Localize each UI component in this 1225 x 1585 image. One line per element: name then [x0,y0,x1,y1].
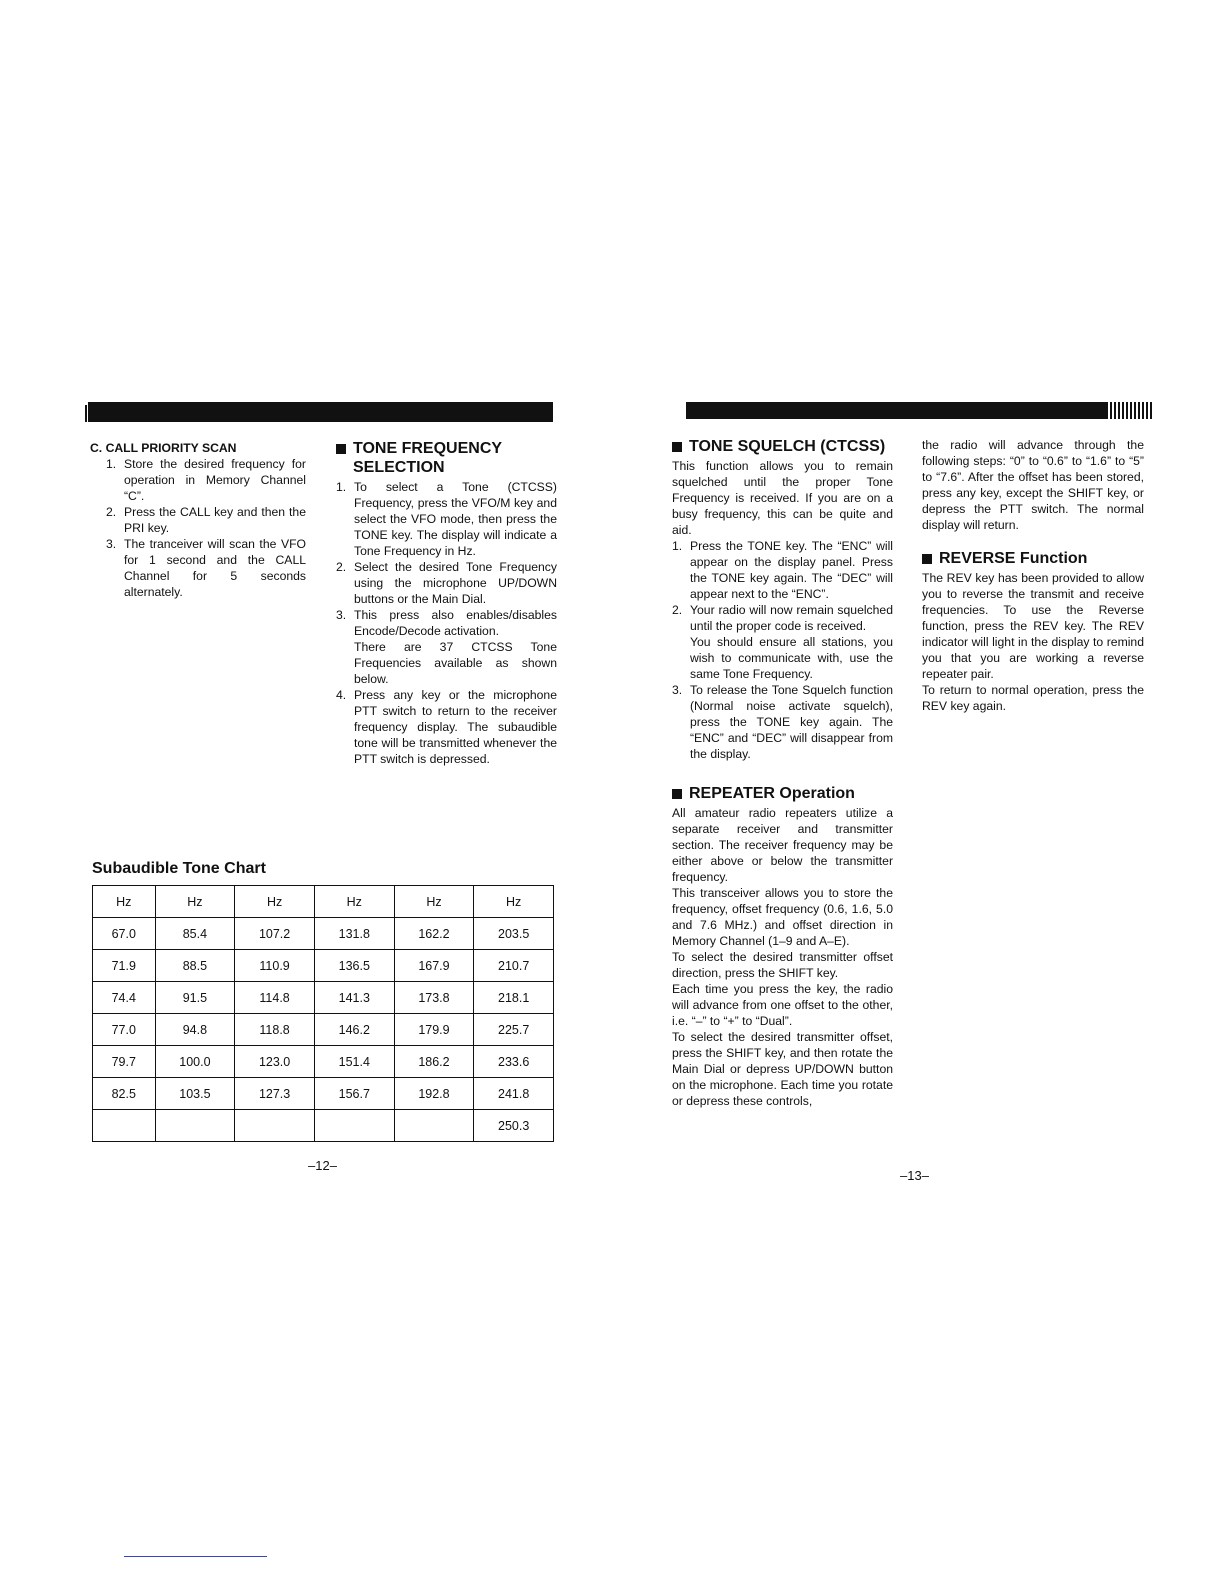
table-cell: 94.8 [155,1014,235,1046]
call-priority-section [90,440,306,600]
table-row [93,1014,554,1046]
tone-chart-table [92,885,554,1142]
table-cell: 151.4 [314,1046,394,1078]
repeater-heading [672,784,893,803]
list-item: 1. Press the TONE key. The “ENC” will appear on the display panel. Press the TONE key again. The “DEC” will appear next to the “ENC”. [672,539,893,601]
table-row [93,1078,554,1110]
header-bar-left [88,402,553,422]
column-header: Hz [93,886,156,918]
page-number-left: –12– [308,1158,337,1173]
table-cell: 91.5 [155,982,235,1014]
tone-frequency-heading [336,439,557,477]
repeater-paragraph: To select the desired transmitter offset direction, press the SHIFT key. [672,950,893,980]
table-cell: 167.9 [394,950,474,982]
table-cell: 233.6 [474,1046,554,1078]
table-row [93,950,554,982]
tone-chart-title: Subaudible Tone Chart [92,860,266,877]
table-cell: 179.9 [394,1014,474,1046]
tone-frequency-title: TONE FREQUENCY SELECTION [353,440,502,476]
repeater-paragraph: This transceiver allows you to store the frequency, offset frequency (0.6, 1.6, 5.0 and 7.6 MHz.) and offset direction in Memory Channel (1–9 and A–E). [672,886,893,948]
right-column-2 [922,437,1144,714]
table-cell: 71.9 [93,950,156,982]
table-cell: 118.8 [235,1014,315,1046]
table-cell: 107.2 [235,918,315,950]
list-item: 3. This press also enables/disables Encode/Decode activation. [336,608,557,638]
table-cell: 186.2 [394,1046,474,1078]
repeater-paragraph: Each time you press the key, the radio will advance from one offset to the other, i.e. “–” to “+” to “Dual”. [672,982,893,1028]
reverse-title: REVERSE Function [939,550,1088,567]
table-cell: 173.8 [394,982,474,1014]
table-cell: 136.5 [314,950,394,982]
list-item: 3. To release the Tone Squelch function (Normal noise activate squelch), press the TONE key again. The “ENC” and “DEC” will disappear from the display. [672,683,893,761]
table-cell: 123.0 [235,1046,315,1078]
repeater-paragraph: All amateur radio repeaters utilize a separate receiver and transmitter section. The receiver frequency may be either above or below the transmitter frequency. [672,806,893,884]
tone-squelch-intro: This function allows you to remain squelched until the proper Tone Frequency is received. If you are on a busy frequency, this can be quite and aid. [672,459,893,537]
table-row [93,1110,554,1142]
table-cell: 203.5 [474,918,554,950]
list-item: 4. Press any key or the microphone PTT switch to return to the receiver frequency display. The subaudible tone will be transmitted whenever the PTT switch is depressed. [336,688,557,766]
table-cell: 74.4 [93,982,156,1014]
table-cell: 141.3 [314,982,394,1014]
table-cell: 225.7 [474,1014,554,1046]
right-column-1 [672,437,893,1109]
header-bar-ticks [1110,402,1154,419]
table-cell [155,1110,235,1142]
tone-squelch-heading [672,437,893,456]
table-cell: 156.7 [314,1078,394,1110]
footer-line [124,1556,267,1557]
table-cell: 82.5 [93,1078,156,1110]
column-header: Hz [474,886,554,918]
call-priority-title: C. CALL PRIORITY SCAN [90,441,237,455]
table-row [93,918,554,950]
tone-squelch-title: TONE SQUELCH (CTCSS) [689,438,886,455]
tone-chart-body [93,918,554,1142]
table-cell [394,1110,474,1142]
list-item: You should ensure all stations, you wish to communicate with, use the same Tone Frequency. [690,635,893,681]
bullet-square-icon [672,442,682,452]
table-cell: 77.0 [93,1014,156,1046]
table-cell: 162.2 [394,918,474,950]
reverse-paragraph: The REV key has been provided to allow you to reverse the transmit and receive frequencies. To use the Reverse function, press the REV key. The REV indicator will light in the display to remind you that you are working a reverse repeater pair. [922,571,1144,681]
table-row [93,982,554,1014]
list-item: 1. To select a Tone (CTCSS) Frequency, press the VFO/M key and select the VFO mode, then press the TONE key. The display will indicate a Tone Frequency in Hz. [336,480,557,558]
table-cell: 103.5 [155,1078,235,1110]
table-cell: 146.2 [314,1014,394,1046]
table-cell: 192.8 [394,1078,474,1110]
table-row [93,1046,554,1078]
tone-frequency-section [336,439,557,767]
header-bar-right [686,402,1108,419]
column-header: Hz [394,886,474,918]
list-item: 2. Your radio will now remain squelched until the proper code is received. [672,603,893,633]
repeater-continued: the radio will advance through the following steps: “0” to “0.6” to “1.6” to “5” to “7.6”. After the offset has been stored, press any key, except the SHIFT key, or depress the PTT switch. The normal display will return. [922,438,1144,532]
table-cell: 85.4 [155,918,235,950]
table-cell [314,1110,394,1142]
reverse-paragraph: To return to normal operation, press the REV key again. [922,683,1144,713]
table-cell: 218.1 [474,982,554,1014]
repeater-title: REPEATER Operation [689,785,855,802]
page-number-right: –13– [900,1168,929,1183]
table-cell: 88.5 [155,950,235,982]
table-cell: 100.0 [155,1046,235,1078]
table-cell: 67.0 [93,918,156,950]
bullet-square-icon [672,789,682,799]
call-priority-steps [90,456,306,600]
list-item: 2. Select the desired Tone Frequency using the microphone UP/DOWN buttons or the Main Dial. [336,560,557,606]
table-cell: 210.7 [474,950,554,982]
table-cell: 79.7 [93,1046,156,1078]
list-item: 2. Press the CALL key and then the PRI key. [106,505,306,535]
tone-squelch-steps [672,538,893,762]
table-cell: 114.8 [235,982,315,1014]
table-header-row [93,886,554,918]
table-cell: 110.9 [235,950,315,982]
reverse-heading [922,549,1144,568]
bullet-square-icon [336,444,346,454]
table-cell: 127.3 [235,1078,315,1110]
table-cell: 131.8 [314,918,394,950]
list-item: 1. Store the desired frequency for operation in Memory Channel “C”. [106,457,306,503]
column-header: Hz [155,886,235,918]
table-cell: 250.3 [474,1110,554,1142]
list-item: 3. The tranceiver will scan the VFO for 1 second and the CALL Channel for 5 seconds alternately. [106,537,306,599]
column-header: Hz [235,886,315,918]
tone-frequency-steps [336,479,557,767]
bullet-square-icon [922,554,932,564]
table-cell [93,1110,156,1142]
list-item: There are 37 CTCSS Tone Frequencies available as shown below. [354,640,557,686]
table-cell: 241.8 [474,1078,554,1110]
column-header: Hz [314,886,394,918]
repeater-paragraph: To select the desired transmitter offset, press the SHIFT key, and then rotate the Main Dial or depress UP/DOWN button on the microphone. Each time you rotate or depress these controls, [672,1030,893,1108]
table-cell [235,1110,315,1142]
